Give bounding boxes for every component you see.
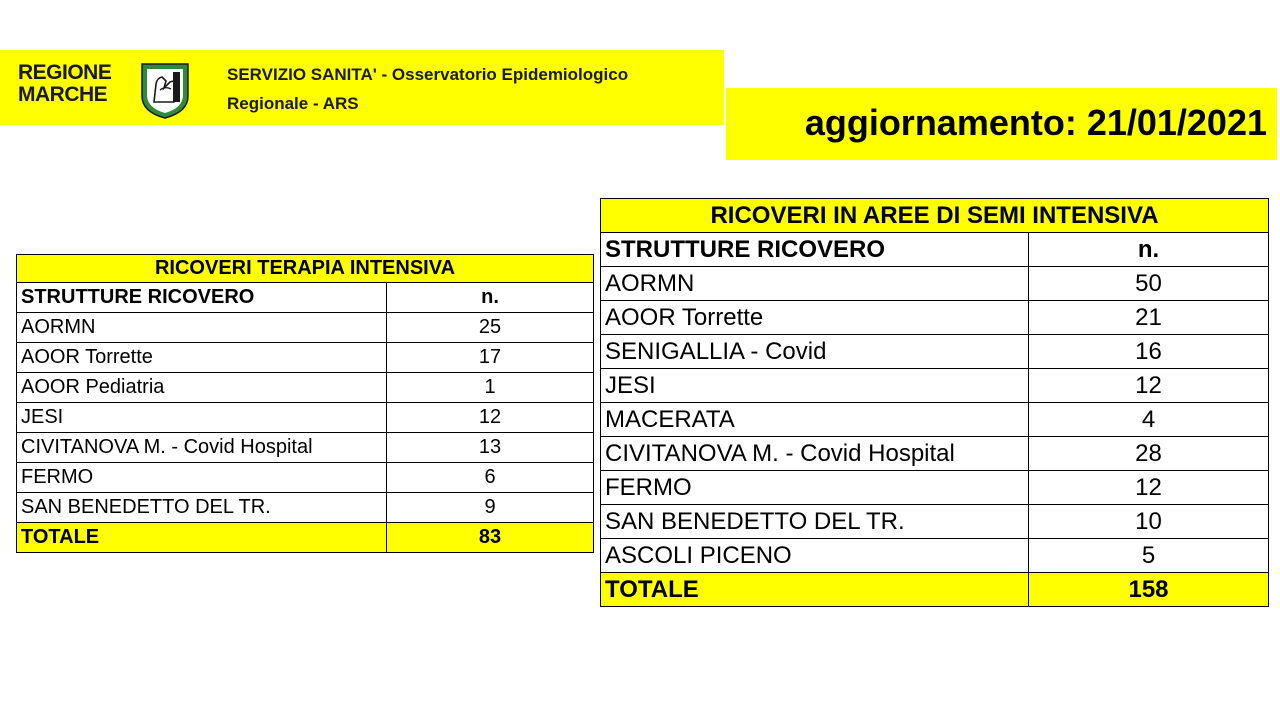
update-date: aggiornamento: 21/01/2021 [804, 102, 1267, 143]
structure-cell: CIVITANOVA M. - Covid Hospital [601, 437, 1029, 471]
structure-cell: JESI [17, 403, 387, 433]
structure-cell: AORMN [601, 267, 1029, 301]
logo-line-1: REGIONE [18, 61, 112, 84]
table-row [601, 369, 1269, 403]
column-header-count: n. [1029, 233, 1269, 267]
count-cell: 4 [1029, 403, 1269, 437]
count-cell: 12 [1029, 369, 1269, 403]
structure-cell: FERMO [17, 463, 387, 493]
structure-cell: AOOR Torrette [601, 301, 1029, 335]
table-row [17, 403, 594, 433]
service-title [227, 60, 628, 118]
total-label: TOTALE [17, 523, 387, 553]
table-row [17, 343, 594, 373]
intensive-care-table [16, 254, 594, 553]
logo-text [18, 62, 111, 106]
logo-line-2: MARCHE [18, 83, 108, 106]
structure-cell: CIVITANOVA M. - Covid Hospital [17, 433, 387, 463]
update-box [726, 88, 1277, 160]
table-row [17, 313, 594, 343]
column-header-structure: STRUTTURE RICOVERO [601, 233, 1029, 267]
count-cell: 25 [387, 313, 594, 343]
table-row [17, 373, 594, 403]
count-cell: 10 [1029, 505, 1269, 539]
table-title: RICOVERI IN AREE DI SEMI INTENSIVA [601, 199, 1269, 233]
service-line-2: Regionale - ARS [227, 94, 359, 113]
count-cell: 6 [387, 463, 594, 493]
table-row [601, 301, 1269, 335]
table-row [601, 539, 1269, 573]
table-row [601, 471, 1269, 505]
structure-cell: MACERATA [601, 403, 1029, 437]
table-header-row [601, 233, 1269, 267]
count-cell: 50 [1029, 267, 1269, 301]
table-header-row [17, 283, 594, 313]
structure-cell: FERMO [601, 471, 1029, 505]
service-line-1: SERVIZIO SANITA' - Osservatorio Epidemiologico [227, 65, 629, 84]
count-cell: 28 [1029, 437, 1269, 471]
count-cell: 13 [387, 433, 594, 463]
count-cell: 9 [387, 493, 594, 523]
count-cell: 1 [387, 373, 594, 403]
structure-cell: SAN BENEDETTO DEL TR. [17, 493, 387, 523]
table-title-row [601, 199, 1269, 233]
structure-cell: SENIGALLIA - Covid [601, 335, 1029, 369]
table-row [601, 267, 1269, 301]
count-cell: 16 [1029, 335, 1269, 369]
total-label: TOTALE [601, 573, 1029, 607]
table-row [601, 335, 1269, 369]
total-row [17, 523, 594, 553]
structure-cell: JESI [601, 369, 1029, 403]
total-count: 83 [387, 523, 594, 553]
structure-cell: AOOR Torrette [17, 343, 387, 373]
table-title: RICOVERI TERAPIA INTENSIVA [17, 255, 594, 283]
column-header-structure: STRUTTURE RICOVERO [17, 283, 387, 313]
regione-marche-logo [18, 62, 198, 122]
total-count: 158 [1029, 573, 1269, 607]
table-row [17, 433, 594, 463]
table-row [601, 437, 1269, 471]
semi-intensive-table [600, 198, 1269, 607]
table-title-row [17, 255, 594, 283]
count-cell: 21 [1029, 301, 1269, 335]
table-row [601, 403, 1269, 437]
total-row [601, 573, 1269, 607]
structure-cell: AORMN [17, 313, 387, 343]
count-cell: 12 [1029, 471, 1269, 505]
table-row [17, 463, 594, 493]
column-header-count: n. [387, 283, 594, 313]
structure-cell: ASCOLI PICENO [601, 539, 1029, 573]
structure-cell: AOOR Pediatria [17, 373, 387, 403]
table-row [601, 505, 1269, 539]
table-row [17, 493, 594, 523]
count-cell: 5 [1029, 539, 1269, 573]
count-cell: 17 [387, 343, 594, 373]
regione-marche-shield-icon [140, 62, 190, 120]
structure-cell: SAN BENEDETTO DEL TR. [601, 505, 1029, 539]
count-cell: 12 [387, 403, 594, 433]
